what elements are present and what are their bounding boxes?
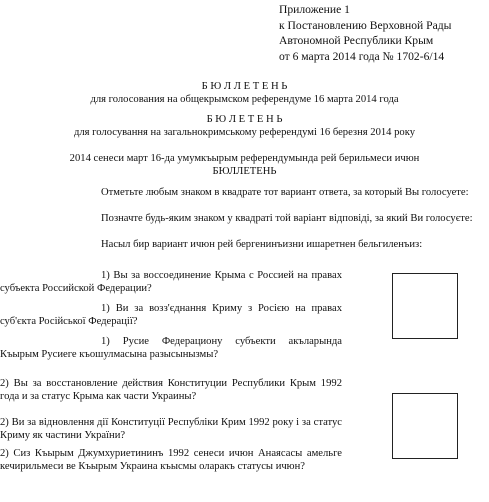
appendix-line4: от 6 марта 2014 года № 1702-6/14 [279,49,445,63]
instruction-ru: Отметьте любым знаком в квадрате тот вариант ответа, за который Вы голосуете: [101,187,469,198]
ballot-title-crh: БЮЛЛЕТЕНЬ [212,166,277,177]
question-1-crh: 1) Русие Федерациону субъекти акъларында Къырым Русиеге къошулмасына разысынызмы? [0,336,342,360]
appendix-line2: к Постановлению Верховной Рады [279,18,452,32]
question-2-crh: 2) Сиз Къырым Джумхуриетининъ 1992 сенеси ичюн Анаясасы амельге кечирильмеси ве Къырым Украина къысмы оларакъ статусы ичюн? [0,448,342,472]
appendix-line3: Автономной Республики Крым [279,34,434,48]
question-1-uk: 1) Ви за возз'єднання Криму з Росією на правах суб'єкта Російської Федерації? [0,303,342,327]
instruction-uk: Позначте будь-яким знаком у квадраті той варіант відповіді, за який Ви голосуєте: [101,213,473,224]
answer-checkbox-2[interactable] [392,393,458,459]
ballot-subtitle-ru: для голосования на общекрымском референдуме 16 марта 2014 года [90,94,399,105]
ballot-subtitle-crh: 2014 сенеси март 16-да умумкъырым референдумында рей берильмеси ичюн [69,153,420,164]
ballot-title-uk: Б Ю Л Е Т Е Н Ь [206,114,283,125]
question-2-ru: 2) Вы за восстановление действия Конституции Республики Крым 1992 года и за статус Крыма как части Украины? [0,378,342,402]
appendix-line1: Приложение 1 [279,3,350,16]
answer-checkbox-1[interactable] [392,273,458,339]
ballot-title-ru: Б Ю Л Л Е Т Е Н Ь [201,81,288,92]
instruction-crh: Насыл бир вариант ичюн рей бергенинъизни ишаретнен бельгиленъиз: [101,239,423,250]
ballot-subtitle-uk: для голосування на загальнокримському референдумі 16 березня 2014 року [73,127,416,138]
appendix-header [279,2,451,64]
question-2-uk: 2) Ви за відновлення дії Конституції Республіки Крим 1992 року і за статус Криму як частини України? [0,417,342,441]
question-1-ru: 1) Вы за воссоединение Крыма с Россией на правах субъекта Российской Федерации? [0,270,342,294]
